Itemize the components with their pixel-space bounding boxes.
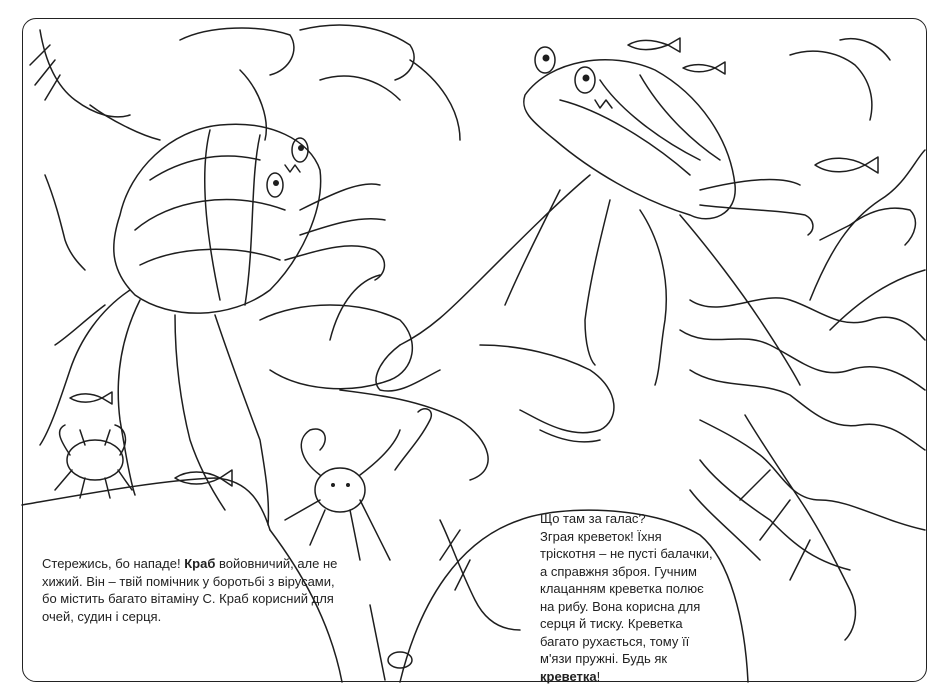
bottom-details [370, 605, 412, 680]
small-crab-left [55, 425, 132, 498]
crab-caption [42, 555, 342, 625]
crab-caption-rest: войовничий, але не хижий. Він – твій помічник у боротьбі з вірусами, бо містить багато вітаміну С. Краб корисний для очей, судин і серця. [42, 556, 338, 624]
shrimp-caption-name: креветка [540, 668, 597, 684]
crab-caption-name: Краб [184, 556, 216, 571]
shrimp-caption-body: Зграя креветок! Їхня тріскотня – не пусті балачки, а справжня зброя. Гучним клацанням креветка полює на рибу. Вона корисна для серця й тиску. Креветка багато рухається, тому її м'язи пружні. Будь як [540, 528, 713, 666]
crab-caption-lead: Стережись, бо нападе! [42, 556, 181, 571]
right-big-crab [376, 47, 813, 442]
small-crab-center [285, 409, 431, 560]
shrimps [30, 30, 915, 640]
left-big-crab [40, 124, 385, 525]
shrimp-caption-end: ! [596, 668, 601, 684]
shrimp-caption-question: Що там за галас? [540, 511, 646, 526]
shrimp-caption [540, 510, 720, 685]
